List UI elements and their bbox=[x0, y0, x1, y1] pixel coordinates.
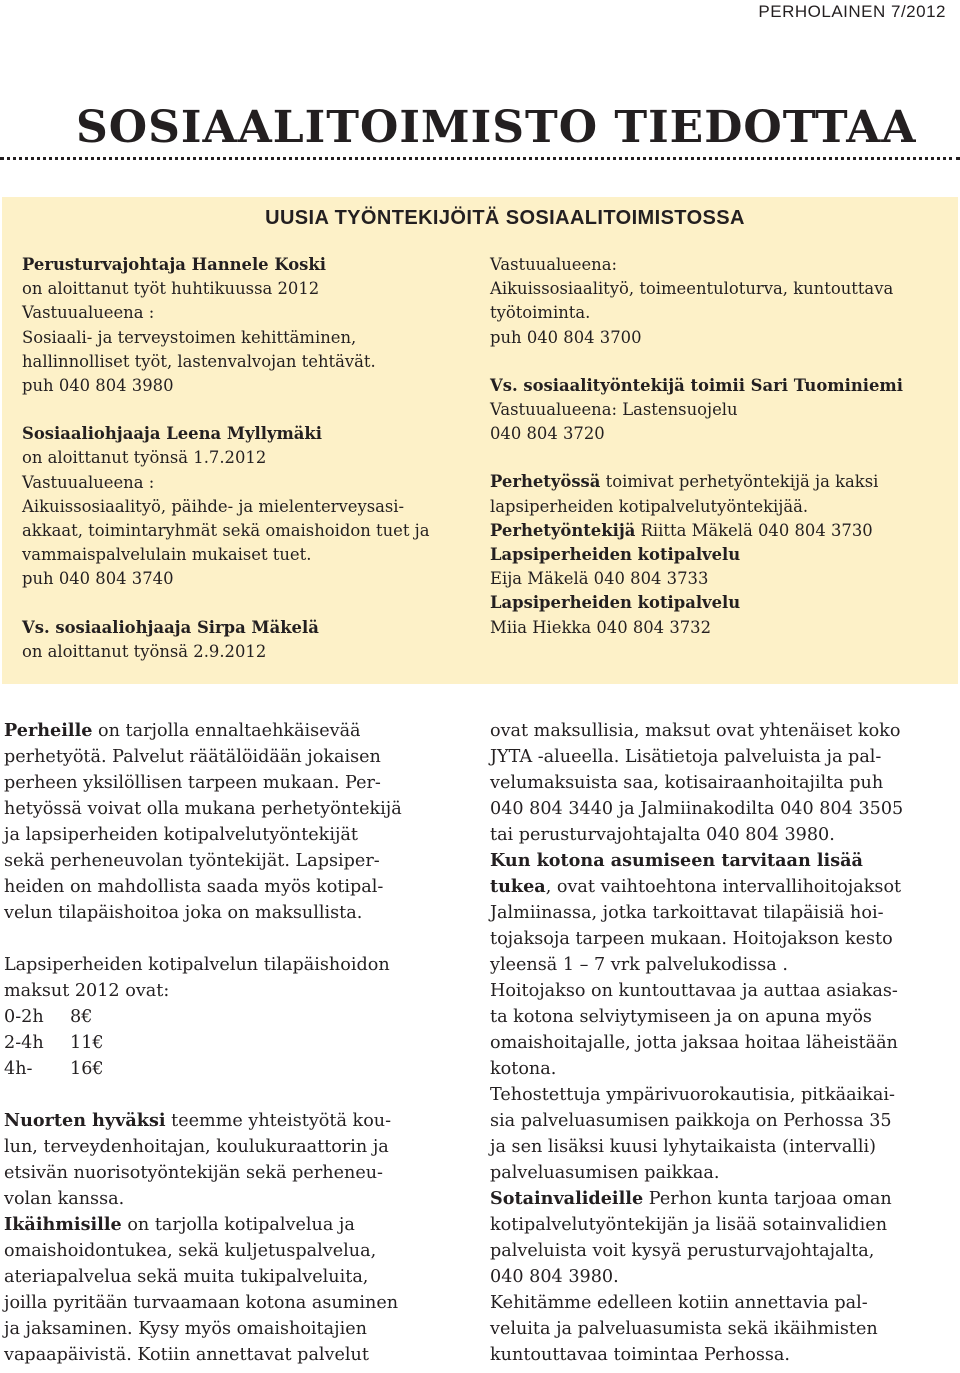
text-line: 040 804 3440 ja Jalmiinakodilta 040 804 3505 bbox=[490, 799, 904, 819]
employee-name: Vs. sosiaaliohjaaja Sirpa Mäkelä bbox=[22, 617, 319, 637]
text-line: Vastuualueena: Lastensuojelu bbox=[490, 400, 738, 420]
text-line: lapsiperheiden kotipalvelutyöntekijää. bbox=[490, 496, 809, 516]
price-label: 0-2h bbox=[4, 1007, 44, 1027]
text-line: on aloittanut työnsä 1.7.2012 bbox=[22, 448, 267, 468]
text-line: maksut 2012 ovat: bbox=[4, 981, 170, 1001]
text-span: on tarjolla kotipalvelua ja bbox=[121, 1215, 355, 1235]
text-line: Kehitämme edelleen kotiin annettavia pal- bbox=[490, 1293, 868, 1313]
price-label: 4h- bbox=[4, 1059, 33, 1079]
publication-header: PERHOLAINEN 7/2012 bbox=[758, 2, 946, 21]
dotted-divider bbox=[0, 157, 960, 164]
price-row bbox=[4, 1056, 456, 1082]
phone-line: Miia Hiekka 040 804 3732 bbox=[490, 617, 712, 637]
employee-name: Vs. sosiaalityöntekijä toimii Sari Tuominiemi bbox=[490, 375, 903, 395]
price-label: 2-4h bbox=[4, 1033, 44, 1053]
text-line: Aikuissosiaalityö, päihde- ja mielenterveysasi- bbox=[22, 496, 405, 516]
body-right-column bbox=[490, 718, 952, 1368]
bold-term: Nuorten hyväksi bbox=[4, 1110, 166, 1131]
text-line: akkaat, toimintaryhmät sekä omaishoidon tuet ja bbox=[22, 521, 430, 541]
text-span: toimivat perhetyöntekijä ja kaksi bbox=[600, 472, 879, 492]
text-line: hetyössä voivat olla mukana perhetyöntekijä bbox=[4, 799, 402, 819]
text-line: kuntouttavaa toimintaa Perhossa. bbox=[490, 1345, 790, 1365]
text-line: JYTA -alueella. Lisätietoja palveluista ja pal- bbox=[490, 747, 882, 767]
text-line bbox=[4, 1108, 456, 1134]
text-line: ovat maksullisia, maksut ovat yhtenäiset koko bbox=[490, 721, 901, 741]
text-line: lun, terveydenhoitajan, koulukuraattorin ja bbox=[4, 1137, 389, 1157]
text-line: omaishoitajalle, jotta jaksaa hoitaa läheistään bbox=[490, 1033, 898, 1053]
text-line: joilla pyritään turvaamaan kotona asuminen bbox=[4, 1293, 399, 1313]
text-line: 040 804 3980. bbox=[490, 1267, 619, 1287]
text-line bbox=[4, 1212, 456, 1238]
text-line: työtoiminta. bbox=[490, 303, 591, 323]
phone-line: puh 040 804 3740 bbox=[22, 569, 174, 589]
bold-term: Sotainvalideille bbox=[490, 1188, 644, 1209]
text-span: , ovat vaihtoehtona intervallihoitojaksot bbox=[545, 877, 902, 897]
text-line bbox=[490, 874, 952, 900]
text-line: ateriapalvelua sekä muita tukipalveluita, bbox=[4, 1267, 369, 1287]
text-line: vapaapäivistä. Kotiin annettavat palvelut bbox=[4, 1345, 369, 1365]
text-line bbox=[490, 519, 952, 543]
text-line: kotona. bbox=[490, 1059, 557, 1079]
text-line: vammaispalvelulain mukaiset tuet. bbox=[22, 545, 312, 565]
service-heading: Lapsiperheiden kotipalvelu bbox=[490, 545, 741, 565]
phone-line: puh 040 804 3700 bbox=[490, 327, 642, 347]
phone-line: Eija Mäkelä 040 804 3733 bbox=[490, 569, 709, 589]
text-line: ja lapsiperheiden kotipalvelutyöntekijät bbox=[4, 825, 358, 845]
text-line: veluita ja palveluasumista sekä ikäihmisten bbox=[490, 1319, 878, 1339]
text-line: tai perusturvajohtajalta 040 804 3980. bbox=[490, 825, 835, 845]
text-line: ja sen lisäksi kuusi lyhytaikaista (intervalli) bbox=[490, 1137, 877, 1157]
text-line: on aloittanut työnsä 2.9.2012 bbox=[22, 641, 267, 661]
text-line bbox=[490, 470, 952, 494]
text-line: Sosiaali- ja terveystoimen kehittäminen, bbox=[22, 327, 357, 347]
bold-term: Perhetyössä bbox=[490, 472, 601, 492]
text-line: ja jaksaminen. Kysy myös omaishoitajien bbox=[4, 1319, 367, 1339]
bold-term: tukea bbox=[490, 876, 546, 897]
employee-name: Sosiaaliohjaaja Leena Myllymäki bbox=[22, 424, 323, 444]
text-line: velun tilapäishoitoa joka on maksullista. bbox=[4, 903, 363, 923]
service-heading: Lapsiperheiden kotipalvelu bbox=[490, 593, 741, 613]
text-line: ta kotona selviytymiseen ja on apuna myös bbox=[490, 1007, 872, 1027]
text-line: Tehostettuja ympärivuorokautisia, pitkäaikai- bbox=[490, 1085, 895, 1105]
text-line: volan kanssa. bbox=[4, 1189, 125, 1209]
text-line: Vastuualueena : bbox=[22, 303, 155, 323]
text-line: heiden on mahdollista saada myös kotipal- bbox=[4, 877, 384, 897]
price-value: 16€ bbox=[70, 1059, 104, 1079]
bold-term: Ikäihmisille bbox=[4, 1214, 122, 1235]
text-line: sekä perheneuvolan työntekijät. Lapsiper- bbox=[4, 851, 380, 871]
text-span: Perhon kunta tarjoaa oman bbox=[643, 1189, 892, 1209]
text-line: Hoitojakso on kuntouttavaa ja auttaa asiakas- bbox=[490, 981, 898, 1001]
phone-line: 040 804 3720 bbox=[490, 424, 605, 444]
text-line: velumaksuista saa, kotisairaanhoitajilta puh bbox=[490, 773, 884, 793]
text-line bbox=[490, 1186, 952, 1212]
box-heading: UUSIA TYÖNTEKIJÖITÄ SOSIAALITOIMISTOSSA bbox=[265, 207, 745, 229]
body-left-column bbox=[4, 718, 456, 1368]
text-span: Riitta Mäkelä 040 804 3730 bbox=[635, 520, 873, 540]
text-span: teemme yhteistyötä kou- bbox=[165, 1111, 392, 1131]
text-line bbox=[4, 718, 456, 744]
bold-line: Kun kotona asumiseen tarvitaan lisää bbox=[490, 850, 863, 871]
text-line: sia palveluasumisen paikkoja on Perhossa 35 bbox=[490, 1111, 892, 1131]
text-line: kotipalvelutyöntekijän ja lisää sotainvalidien bbox=[490, 1215, 888, 1235]
text-line: Jalmiinassa, jotka tarkoittavat tilapäisiä hoi- bbox=[490, 903, 884, 923]
text-line: omaishoidontukea, sekä kuljetuspalvelua, bbox=[4, 1241, 377, 1261]
price-value: 8€ bbox=[70, 1007, 93, 1027]
text-line: yleensä 1 – 7 vrk palvelukodissa . bbox=[490, 955, 788, 975]
text-line: Aikuissosiaalityö, toimeentuloturva, kuntouttava bbox=[490, 279, 894, 299]
text-line: perhetyötä. Palvelut räätälöidään jokaisen bbox=[4, 747, 381, 767]
box-right-column bbox=[490, 253, 952, 640]
text-line: tojaksoja tarpeen mukaan. Hoitojakson kesto bbox=[490, 929, 893, 949]
page-title: SOSIAALITOIMISTO TIEDOTTAA bbox=[76, 102, 917, 153]
text-line: palveluista voit kysyä perusturvajohtajalta, bbox=[490, 1241, 875, 1261]
text-line: on aloittanut työt huhtikuussa 2012 bbox=[22, 279, 320, 299]
text-line: etsivän nuorisotyöntekijän sekä perheneu- bbox=[4, 1163, 384, 1183]
text-line: Vastuualueena : bbox=[22, 472, 155, 492]
price-value: 11€ bbox=[70, 1033, 104, 1053]
text-line: Lapsiperheiden kotipalvelun tilapäishoidon bbox=[4, 955, 390, 975]
bold-term: Perhetyöntekijä bbox=[490, 520, 636, 540]
price-row bbox=[4, 1030, 456, 1056]
bold-term: Perheille bbox=[4, 720, 93, 741]
employee-name: Perusturvajohtaja Hannele Koski bbox=[22, 255, 326, 274]
text-line: Vastuualueena: bbox=[490, 255, 618, 274]
box-left-column bbox=[22, 253, 482, 664]
price-row bbox=[4, 1004, 456, 1030]
text-span: on tarjolla ennaltaehkäisevää bbox=[92, 721, 361, 741]
text-line: hallinnolliset työt, lastenvalvojan tehtävät. bbox=[22, 351, 376, 371]
phone-line: puh 040 804 3980 bbox=[22, 376, 174, 396]
text-line: palveluasumisen paikkaa. bbox=[490, 1163, 720, 1183]
text-line: perheen yksilöllisen tarpeen mukaan. Per- bbox=[4, 773, 381, 793]
